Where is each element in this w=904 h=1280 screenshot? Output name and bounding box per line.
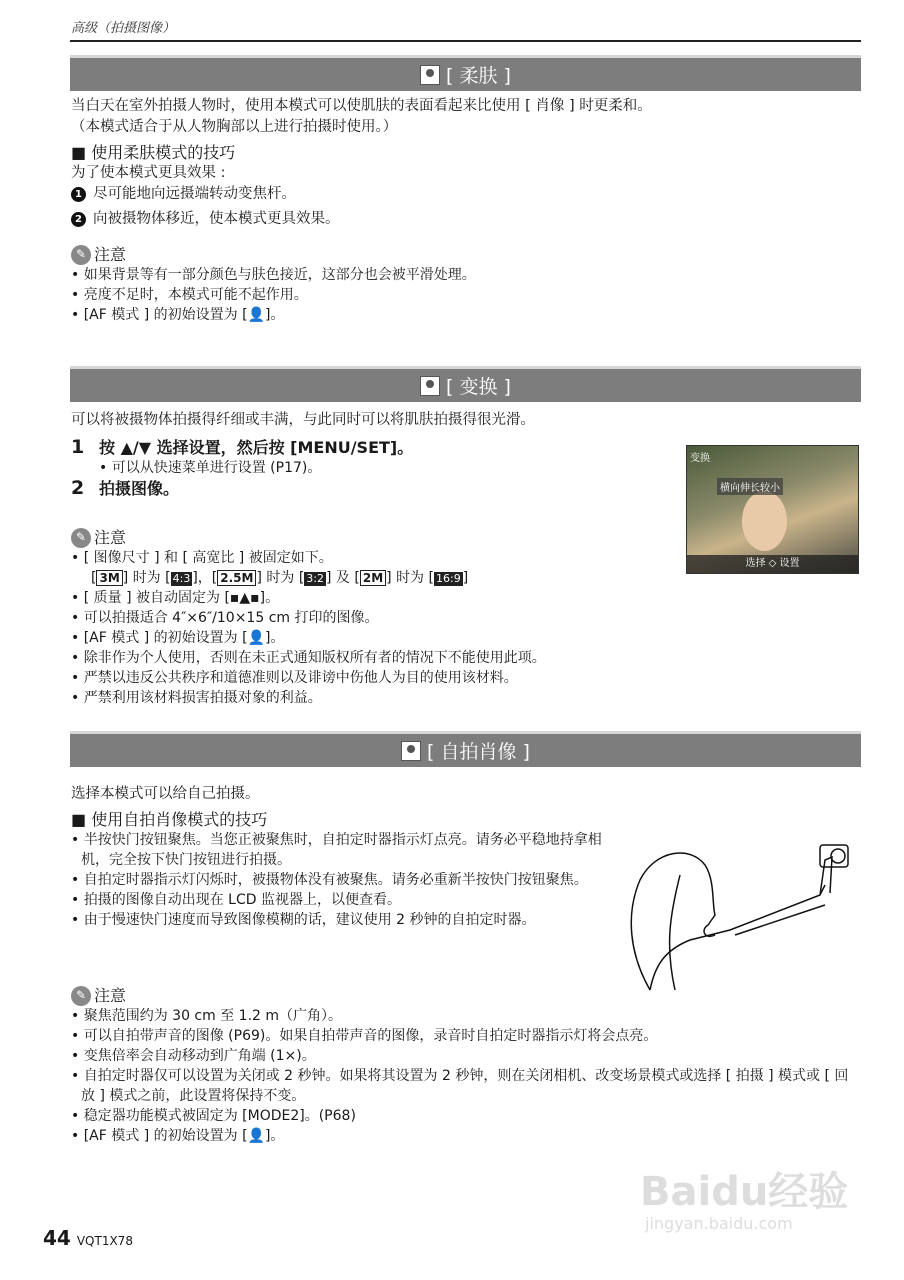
note-label: 注意 [94,528,127,547]
tips-heading: ■ 使用自拍肖像模式的技巧 [71,810,268,829]
page-number: 44 [43,1226,71,1250]
pencil-icon: ✎ [71,528,91,548]
tip-item: • 拍摄的图像自动出现在 LCD 监视器上，以便查看。 [71,890,621,910]
tip-item: • 由于慢速快门速度而导致图像模糊的话，建议使用 2 秒钟的自拍定时器。 [71,910,621,930]
note-item: • 变焦倍率会自动移动到广角端 (1×)。 [71,1046,861,1066]
note-item: • 严禁以违反公共秩序和道德准则以及诽谤中伤他人为目的使用该材料。 [71,668,861,688]
label: 及 [335,570,350,586]
aspect-icon: 3:2 [306,572,324,585]
tip-item: • 半按快门按钮聚焦。当您正被聚焦时，自拍定时器指示灯点亮。请务必平稳地持拿相机，完全按下快门按钮进行拍摄。 [71,830,621,870]
note-item: • 严禁利用该材料损害拍摄对象的利益。 [71,688,861,708]
note-item: • 可以自拍带声音的图像 (P69)。如果自拍带声音的图像，录音时自拍定时器指示灯将会点亮。 [71,1026,861,1046]
tip-text: 尽可能地向远摄端转动变焦杆。 [93,186,296,202]
transform-icon [420,376,440,396]
fixed-sizes: [ 3M ] 时为 [ 4:3 ]，[ 2.5M ] 时为 [ 3:2 ] 及 [ 2M ] 时为 [ 16:9 ] [91,570,469,586]
note-item: • 如果背景等有一部分颜色与肤色接近，这部分也会被平滑处理。 [71,265,861,285]
size-icon: 2.5M [217,570,256,586]
step-subnote: • 可以从快速菜单进行设置 (P17)。 [99,458,861,478]
section-soft-skin [71,96,861,325]
watermark-logo: Baidu经验 [640,1169,849,1215]
self-portrait-icon [401,741,421,761]
screen-footer: 选择 ◇ 设置 [687,555,858,573]
page-footer [43,1226,133,1250]
note-item: • [ 图像尺寸 ] 和 [ 高宽比 ] 被固定如下。 [71,548,861,568]
aspect-icon: 4:3 [172,572,191,585]
section-bar-soft-skin [70,55,861,91]
section-title: [ 自拍肖像 ] [427,741,530,763]
self-portrait-illustration [620,835,860,995]
note-item: • 可以拍摄适合 4″×6″/10×15 cm 打印的图像。 [71,608,861,628]
step-text: 按 ▲/▼ 选择设置，然后按 [MENU/SET]。 [99,438,414,457]
portrait-face [742,491,787,551]
step-number: 1 [71,436,85,458]
tips-lead: 为了使本模式更具效果 : [71,165,226,181]
pencil-icon: ✎ [71,986,91,1006]
label: 时为 [132,570,161,586]
step-text: 拍摄图像。 [99,479,180,498]
section-title: [ 柔肤 ] [446,65,511,87]
label: 时为 [266,570,295,586]
pencil-icon: ✎ [71,245,91,265]
document-code: VQT1X78 [76,1234,133,1248]
note-heading [71,244,861,265]
screen-title: 变换 [690,453,710,464]
note-item: • 聚焦范围约为 30 cm 至 1.2 m（广角）。 [71,1006,861,1026]
note-item: • [ 质量 ] 被自动固定为 [▪▲▪]。 [71,588,861,608]
note-item: • [AF 模式 ] 的初始设置为 [👤]。 [71,305,861,325]
note-item: • 稳定器功能模式被固定为 [MODE2]。(P68) [71,1106,861,1126]
running-header: 高级（拍摄图像） [71,21,176,36]
note-item: • 自拍定时器仅可以设置为关闭或 2 秒钟。如果将其设置为 2 秒钟，则在关闭相机、改变场景模式或选择 [ 拍摄 ] 模式或 [ 回放 ] 模式之前，此设置将保持不变。 [71,1066,861,1106]
size-icon: 3M [96,570,122,586]
note-item: • 亮度不足时，本模式可能不起作用。 [71,285,861,305]
tip-text: 向被摄物体移近，使本模式更具效果。 [93,211,340,227]
self-portrait-notes [71,985,861,1146]
section-title: [ 变换 ] [446,376,511,398]
aspect-icon: 16:9 [435,572,461,585]
intro-line: 当白天在室外拍摄人物时，使用本模式可以使肌肤的表面看起来比使用 [ 肖像 ] 时更柔和。 [71,98,652,114]
section-self-portrait [71,784,621,930]
note-item: • [AF 模式 ] 的初始设置为 [👤]。 [71,1126,861,1146]
tip-item [71,184,861,205]
header-rule [70,40,861,42]
note-label: 注意 [94,986,127,1005]
number-badge: 1 [71,187,86,202]
step-number: 2 [71,477,85,499]
intro-line: 可以将被摄物体拍摄得纤细或丰满，与此同时可以将肌肤拍摄得很光滑。 [71,412,535,428]
intro-line: （本模式适合于从人物胸部以上进行拍摄时使用。） [71,119,398,135]
watermark-url: jingyan.baidu.com [645,1214,793,1233]
tip-item: • 自拍定时器指示灯闪烁时，被摄物体没有被聚焦。请务必重新半按快门按钮聚焦。 [71,870,621,890]
label: 时为 [396,570,425,586]
tip-item [71,209,861,230]
intro-line: 选择本模式可以给自己拍摄。 [71,786,260,802]
note-label: 注意 [94,245,127,264]
screen-option-label: 横向伸长较小 [717,478,783,495]
section-bar-transform [70,366,861,402]
number-badge: 2 [71,212,86,227]
size-icon: 2M [360,570,386,586]
soft-skin-icon [420,65,440,85]
note-item: • 除非作为个人使用，否则在未正式通知版权所有者的情况下不能使用此项。 [71,648,861,668]
lcd-screen-photo [686,445,859,574]
tips-heading: ■ 使用柔肤模式的技巧 [71,143,236,162]
section-bar-self-portrait [70,731,861,767]
note-item: • [AF 模式 ] 的初始设置为 [👤]。 [71,628,861,648]
